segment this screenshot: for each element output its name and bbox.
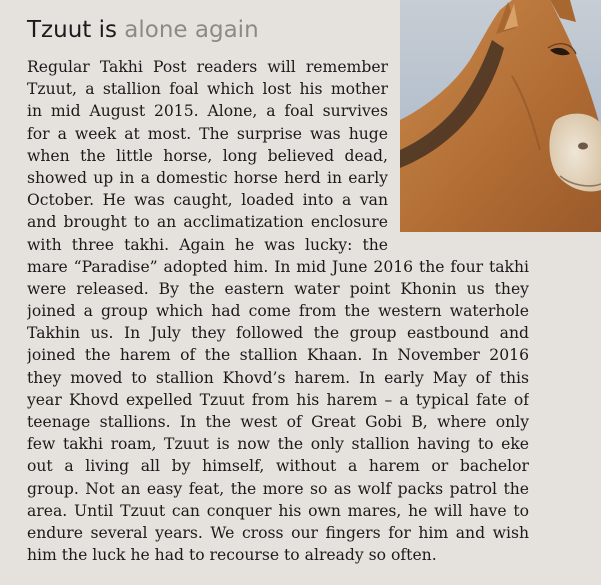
body-line: October. He was caught, loaded into a van <box>27 191 388 210</box>
body-line: Takhin us. In July they followed the group eastbound and <box>27 324 529 343</box>
body-line: group. Not an easy feat, the more so as wolf packs patrol the <box>27 479 529 498</box>
body-line: with three takhi. Again he was lucky: the <box>27 235 388 254</box>
article-title <box>27 15 259 45</box>
body-line: few takhi roam, Tzuut is now the only stallion having to eke <box>27 435 529 454</box>
body-line: him the luck he had to recourse to already so often. <box>27 546 437 565</box>
body-line: showed up in a domestic horse herd in early <box>27 168 388 187</box>
body-line: and brought to an acclimatization enclosure <box>27 213 388 232</box>
body-line: teenage stallions. In the west of Great Gobi B, where only <box>27 413 529 431</box>
body-line: endure several years. We cross our fingers for him and wish <box>27 523 529 542</box>
body-line: when the little horse, long believed dead, <box>27 146 388 165</box>
body-line: for a week at most. The surprise was huge <box>27 124 388 143</box>
body-line: area. Until Tzuut can conquer his own mares, he will have to <box>27 501 529 520</box>
body-line: mare “Paradise” adopted him. In mid June 2016 the four takhi <box>27 257 529 276</box>
body-line: out a living all by himself, without a harem or bachelor <box>27 457 529 476</box>
body-line: Tzuut, a stallion foal which lost his mother <box>27 80 388 99</box>
title-accent: alone again <box>124 17 259 43</box>
body-line: joined the harem of the stallion Khaan. In November 2016 <box>27 346 529 365</box>
article-body <box>27 56 529 566</box>
body-line: they moved to stallion Khovd’s harem. In early May of this <box>27 368 529 387</box>
body-line: in mid August 2015. Alone, a foal survives <box>27 102 388 121</box>
title-lead: Tzuut is <box>27 17 117 43</box>
body-line: year Khovd expelled Tzuut from his harem – a typical fate of <box>27 390 529 409</box>
body-line: joined a group which had come from the western waterhole <box>27 302 529 321</box>
body-line: Regular Takhi Post readers will remember <box>27 58 388 76</box>
body-line: were released. By the eastern water point Khonin us they <box>27 279 529 298</box>
